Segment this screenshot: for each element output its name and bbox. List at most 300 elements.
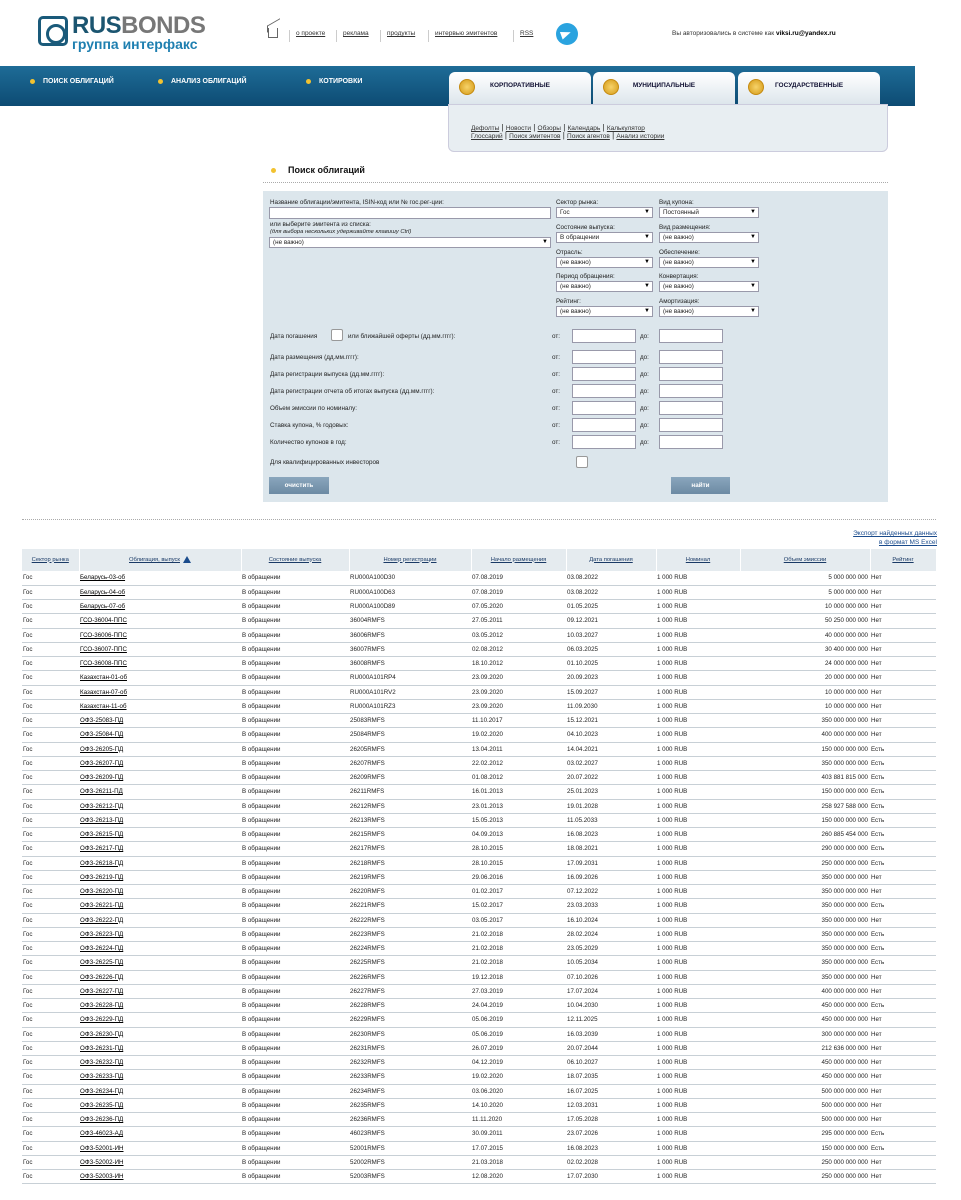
column-header[interactable]: Номер регистрации (349, 549, 471, 571)
top-link-ads[interactable]: реклама (336, 30, 375, 42)
cell-volume: 350 000 000 000 (740, 756, 870, 770)
sector-select[interactable]: Гос ▼ (556, 207, 653, 218)
cell-start: 07.08.2019 (471, 585, 566, 599)
issuer-select[interactable]: (не важно) ▼ (269, 237, 551, 248)
cell-bond-link[interactable]: ОФЗ-26221-ПД (79, 899, 241, 913)
clear-button[interactable]: очистить (269, 477, 329, 494)
cell-rating: Нет (870, 1098, 936, 1112)
range-to-input[interactable] (659, 367, 723, 381)
cell-start: 27.03.2019 (471, 984, 566, 998)
bullet-icon (30, 79, 35, 84)
cell-state: В обращении (241, 885, 349, 899)
table-row (22, 728, 936, 742)
cell-state: В обращении (241, 1084, 349, 1098)
cell-bond-link[interactable]: Казахстан-01-об (79, 671, 241, 685)
cell-volume: 24 000 000 000 (740, 657, 870, 671)
cell-state: В обращении (241, 942, 349, 956)
cell-state: В обращении (241, 1013, 349, 1027)
table-row (22, 984, 936, 998)
divider (263, 182, 888, 183)
cell-volume: 300 000 000 000 (740, 1027, 870, 1041)
maturity-to-input[interactable] (659, 329, 723, 343)
cell-nominal: 1 000 RUB (656, 828, 740, 842)
link-issuer-search[interactable]: Поиск эмитентов (509, 133, 561, 140)
cell-bond-link[interactable]: ОФЗ-25084-ПД (79, 728, 241, 742)
cell-reg-number: 25084RMFS (349, 728, 471, 742)
cell-bond-link[interactable]: ОФЗ-26211-ПД (79, 785, 241, 799)
cell-bond-link[interactable]: ОФЗ-26209-ПД (79, 771, 241, 785)
telegram-icon[interactable] (556, 23, 578, 45)
cell-bond-link[interactable]: ОФЗ-52002-ИН (79, 1155, 241, 1169)
cell-reg-number: 26207RMFS (349, 756, 471, 770)
cell-sector: Гос (22, 785, 79, 799)
nav-bond-analysis[interactable]: АНАЛИЗ ОБЛИГАЦИЙ (158, 78, 247, 85)
cell-volume: 350 000 000 000 (740, 913, 870, 927)
range-to-input[interactable] (659, 384, 723, 398)
sector-label: Сектор рынка: (556, 199, 599, 206)
security-select[interactable]: (не важно) ▼ (659, 257, 759, 268)
cell-maturity: 16.08.2023 (566, 1141, 656, 1155)
cell-maturity: 15.12.2021 (566, 714, 656, 728)
convert-label: Конвертация: (659, 273, 699, 280)
link-reviews[interactable]: Обзоры (537, 125, 561, 132)
cell-start: 23.01.2013 (471, 799, 566, 813)
cell-reg-number: 26230RMFS (349, 1027, 471, 1041)
cell-maturity: 15.09.2027 (566, 685, 656, 699)
link-history-analysis[interactable]: Анализ истории (616, 133, 665, 140)
cell-nominal: 1 000 RUB (656, 984, 740, 998)
table-row (22, 1141, 936, 1155)
cell-nominal: 1 000 RUB (656, 785, 740, 799)
table-row (22, 799, 936, 813)
home-icon[interactable] (268, 28, 278, 38)
cell-maturity: 18.07.2035 (566, 1070, 656, 1084)
cell-volume: 350 000 000 000 (740, 927, 870, 941)
column-header[interactable]: Рейтинг (870, 549, 936, 571)
cell-volume: 500 000 000 000 (740, 1098, 870, 1112)
cell-nominal: 1 000 RUB (656, 1155, 740, 1169)
maturity-from-input[interactable] (572, 329, 636, 343)
qualified-label: Для квалифицированных инвесторов (270, 459, 380, 466)
tab-corporate[interactable]: КОРПОРАТИВНЫЕ (449, 72, 591, 104)
cell-start: 27.05.2011 (471, 614, 566, 628)
cell-volume: 350 000 000 000 (740, 870, 870, 884)
cell-bond-link[interactable]: ОФЗ-26230-ПД (79, 1027, 241, 1041)
cell-start: 05.06.2019 (471, 1013, 566, 1027)
cell-volume: 150 000 000 000 (740, 813, 870, 827)
table-row (22, 1170, 936, 1184)
cell-rating: Есть (870, 856, 936, 870)
range-label: Дата регистрации выпуска (дд.мм.гггг): (270, 371, 385, 378)
cell-bond-link[interactable]: ОФЗ-26227-ПД (79, 984, 241, 998)
cell-maturity: 12.11.2025 (566, 1013, 656, 1027)
cell-bond-link[interactable]: ОФЗ-26213-ПД (79, 813, 241, 827)
placement-select[interactable]: (не важно) ▼ (659, 232, 759, 243)
cell-volume: 40 000 000 000 (740, 628, 870, 642)
cell-maturity: 01.05.2025 (566, 600, 656, 614)
cell-maturity: 25.01.2023 (566, 785, 656, 799)
issuer-label: или выберите эмитента из списка: (270, 221, 371, 228)
cell-volume: 20 000 000 000 (740, 671, 870, 685)
cell-bond-link[interactable]: ОФЗ-26231-ПД (79, 1041, 241, 1055)
cell-bond-link[interactable]: ОФЗ-26234-ПД (79, 1084, 241, 1098)
cell-sector: Гос (22, 842, 79, 856)
cell-sector: Гос (22, 657, 79, 671)
cell-reg-number: 52003RMFS (349, 1170, 471, 1184)
cell-maturity: 16.07.2025 (566, 1084, 656, 1098)
cell-start: 15.02.2017 (471, 899, 566, 913)
cell-sector: Гос (22, 1013, 79, 1027)
cell-bond-link[interactable]: ОФЗ-26219-ПД (79, 870, 241, 884)
cell-start: 11.11.2020 (471, 1113, 566, 1127)
cell-sector: Гос (22, 1141, 79, 1155)
cell-bond-link[interactable]: ОФЗ-26217-ПД (79, 842, 241, 856)
cell-start: 19.12.2018 (471, 970, 566, 984)
cell-reg-number: 26226RMFS (349, 970, 471, 984)
cell-state: В обращении (241, 870, 349, 884)
rating-select[interactable]: (не важно) ▼ (556, 306, 653, 317)
cell-bond-link[interactable]: ГСО-36007-ППС (79, 642, 241, 656)
cell-nominal: 1 000 RUB (656, 756, 740, 770)
cell-rating: Есть (870, 999, 936, 1013)
cell-rating: Нет (870, 1084, 936, 1098)
range-from-input[interactable] (572, 401, 636, 415)
cell-volume: 258 927 588 000 (740, 799, 870, 813)
cell-bond-link[interactable]: ГСО-36004-ППС (79, 614, 241, 628)
period-select[interactable]: (не важно) ▼ (556, 281, 653, 292)
cell-nominal: 1 000 RUB (656, 842, 740, 856)
range-label: Ставка купона, % годовых: (270, 422, 349, 429)
cell-rating: Нет (870, 984, 936, 998)
cell-maturity: 12.03.2031 (566, 1098, 656, 1112)
range-from-input[interactable] (572, 418, 636, 432)
range-from-input[interactable] (572, 384, 636, 398)
cell-sector: Гос (22, 571, 79, 585)
cell-nominal: 1 000 RUB (656, 671, 740, 685)
cell-state: В обращении (241, 685, 349, 699)
cell-rating: Есть (870, 742, 936, 756)
table-row (22, 856, 936, 870)
cell-bond-link[interactable]: ОФЗ-26212-ПД (79, 799, 241, 813)
cell-sector: Гос (22, 885, 79, 899)
column-header[interactable]: Состояние выпуска (241, 549, 349, 571)
cell-maturity: 03.02.2027 (566, 756, 656, 770)
cell-nominal: 1 000 RUB (656, 1113, 740, 1127)
cell-bond-link[interactable]: ОФЗ-26226-ПД (79, 970, 241, 984)
column-header[interactable]: Начало размещения (471, 549, 566, 571)
cell-volume: 450 000 000 000 (740, 1013, 870, 1027)
cell-volume: 5 000 000 000 (740, 585, 870, 599)
cell-bond-link[interactable]: ОФЗ-26218-ПД (79, 856, 241, 870)
table-row (22, 870, 936, 884)
cell-state: В обращении (241, 614, 349, 628)
cell-nominal: 1 000 RUB (656, 728, 740, 742)
rusbonds-logo[interactable] (38, 14, 228, 54)
cell-volume: 250 000 000 000 (740, 1155, 870, 1169)
cell-bond-link[interactable]: Беларусь-07-об (79, 600, 241, 614)
link-news[interactable]: Новости (505, 125, 531, 132)
cell-volume: 500 000 000 000 (740, 1084, 870, 1098)
cell-nominal: 1 000 RUB (656, 799, 740, 813)
range-label: Количество купонов в год: (270, 439, 347, 446)
cell-bond-link[interactable]: ОФЗ-26233-ПД (79, 1070, 241, 1084)
cell-rating: Нет (870, 657, 936, 671)
cell-start: 07.05.2020 (471, 600, 566, 614)
cell-bond-link[interactable]: ГСО-36006-ППС (79, 628, 241, 642)
security-label: Обеспечение: (659, 249, 700, 256)
cell-rating: Нет (870, 585, 936, 599)
cell-bond-link[interactable]: Беларусь-04-об (79, 585, 241, 599)
top-link-interviews[interactable]: интервью эмитентов (428, 30, 503, 42)
cell-sector: Гос (22, 913, 79, 927)
cell-state: В обращении (241, 813, 349, 827)
range-from-input[interactable] (572, 350, 636, 364)
cell-start: 07.08.2019 (471, 571, 566, 585)
cell-maturity: 03.08.2022 (566, 585, 656, 599)
range-to-input[interactable] (659, 418, 723, 432)
find-button[interactable]: найти (671, 477, 730, 494)
from-label: от: (552, 333, 560, 340)
table-row (22, 628, 936, 642)
cell-bond-link[interactable]: ОФЗ-46023-АД (79, 1127, 241, 1141)
range-from-input[interactable] (572, 367, 636, 381)
cell-maturity: 16.10.2024 (566, 913, 656, 927)
cell-reg-number: 26209RMFS (349, 771, 471, 785)
cell-volume: 10 000 000 000 (740, 685, 870, 699)
range-to-input[interactable] (659, 435, 723, 449)
cell-state: В обращении (241, 571, 349, 585)
top-link-rss[interactable]: RSS (513, 30, 539, 42)
cell-start: 23.09.2020 (471, 685, 566, 699)
cell-reg-number: 26213RMFS (349, 813, 471, 827)
range-to-input[interactable] (659, 350, 723, 364)
cell-nominal: 1 000 RUB (656, 714, 740, 728)
table-body (22, 571, 936, 1184)
search-form (263, 191, 888, 502)
to-label: до: (640, 333, 649, 340)
cell-bond-link[interactable]: ОФЗ-26222-ПД (79, 913, 241, 927)
cell-maturity: 14.04.2021 (566, 742, 656, 756)
amort-select[interactable]: (не важно) ▼ (659, 306, 759, 317)
cell-rating: Нет (870, 671, 936, 685)
range-label: Объем эмиссии по номиналу: (270, 405, 357, 412)
table-row (22, 942, 936, 956)
cell-bond-link[interactable]: ОФЗ-26236-ПД (79, 1113, 241, 1127)
cell-bond-link[interactable]: ОФЗ-26207-ПД (79, 756, 241, 770)
logo-mark-icon (38, 16, 68, 46)
range-from-input[interactable] (572, 435, 636, 449)
range-label: Дата регистрации отчета об итогах выпуска (дд.мм.гггг): (270, 388, 435, 395)
cell-reg-number: 52002RMFS (349, 1155, 471, 1169)
table-row (22, 970, 936, 984)
cell-bond-link[interactable]: ОФЗ-26235-ПД (79, 1098, 241, 1112)
cell-sector: Гос (22, 714, 79, 728)
state-select[interactable]: В обращении ▼ (556, 232, 653, 243)
cell-volume: 350 000 000 000 (740, 942, 870, 956)
to-label: до: (640, 422, 649, 429)
export-excel-link[interactable]: Экспорт найденных данных в формат MS Excel (853, 530, 937, 546)
cell-nominal: 1 000 RUB (656, 927, 740, 941)
cell-nominal: 1 000 RUB (656, 1070, 740, 1084)
cell-sector: Гос (22, 970, 79, 984)
cell-bond-link[interactable]: ОФЗ-26224-ПД (79, 942, 241, 956)
bullet-icon (306, 79, 311, 84)
maturity-label: Дата погашения (270, 333, 318, 340)
cell-bond-link[interactable]: ГСО-36008-ППС (79, 657, 241, 671)
cell-sector: Гос (22, 728, 79, 742)
range-to-input[interactable] (659, 401, 723, 415)
cell-bond-link[interactable]: ОФЗ-26232-ПД (79, 1056, 241, 1070)
cell-sector: Гос (22, 756, 79, 770)
cell-sector: Гос (22, 1127, 79, 1141)
cell-nominal: 1 000 RUB (656, 771, 740, 785)
cell-start: 03.06.2020 (471, 1084, 566, 1098)
cell-maturity: 07.12.2022 (566, 885, 656, 899)
cell-volume: 212 636 000 000 (740, 1041, 870, 1055)
cell-bond-link[interactable]: ОФЗ-26228-ПД (79, 999, 241, 1013)
convert-select[interactable]: (не важно) ▼ (659, 281, 759, 292)
cell-rating: Нет (870, 1113, 936, 1127)
cell-reg-number: 36007RMFS (349, 642, 471, 656)
cell-start: 28.10.2015 (471, 856, 566, 870)
industry-label: Отрасль: (556, 249, 583, 256)
link-agent-search[interactable]: Поиск агентов (567, 133, 610, 140)
cell-bond-link[interactable]: ОФЗ-26223-ПД (79, 927, 241, 941)
sort-asc-icon[interactable] (183, 556, 191, 563)
cell-state: В обращении (241, 913, 349, 927)
cell-bond-link[interactable]: ОФЗ-25083-ПД (79, 714, 241, 728)
column-header[interactable]: Номинал (656, 549, 740, 571)
cell-volume: 350 000 000 000 (740, 714, 870, 728)
cell-reg-number: 26215RMFS (349, 828, 471, 842)
cell-volume: 350 000 000 000 (740, 970, 870, 984)
nav-bond-search[interactable]: ПОИСК ОБЛИГАЦИЙ (30, 78, 114, 85)
cell-state: В обращении (241, 1070, 349, 1084)
column-header[interactable]: Облигация, выпуск (79, 549, 241, 571)
cell-maturity: 03.08.2022 (566, 571, 656, 585)
from-label: от: (552, 371, 560, 378)
issuer-hint: (для выбора нескольких удерживайте клавишу Ctrl) (270, 229, 412, 235)
cell-reg-number: 26205RMFS (349, 742, 471, 756)
cell-bond-link[interactable]: Казахстан-11-об (79, 699, 241, 713)
qualified-checkbox[interactable] (576, 456, 588, 468)
cell-start: 16.01.2013 (471, 785, 566, 799)
cell-bond-link[interactable]: ОФЗ-26215-ПД (79, 828, 241, 842)
cell-bond-link[interactable]: ОФЗ-26225-ПД (79, 956, 241, 970)
cell-rating: Есть (870, 828, 936, 842)
cell-reg-number: RU000A100D30 (349, 571, 471, 585)
table-row (22, 956, 936, 970)
cell-maturity: 10.03.2027 (566, 628, 656, 642)
cell-sector: Гос (22, 899, 79, 913)
cell-start: 21.02.2018 (471, 942, 566, 956)
cell-state: В обращении (241, 927, 349, 941)
table-row (22, 742, 936, 756)
cell-bond-link[interactable]: Казахстан-07-об (79, 685, 241, 699)
top-link-products[interactable]: продукты (380, 30, 421, 42)
from-label: от: (552, 405, 560, 412)
cell-nominal: 1 000 RUB (656, 970, 740, 984)
cell-state: В обращении (241, 842, 349, 856)
table-row (22, 913, 936, 927)
industry-select[interactable]: (не важно) ▼ (556, 257, 653, 268)
cell-bond-link[interactable]: ОФЗ-26205-ПД (79, 742, 241, 756)
cell-reg-number: 26231RMFS (349, 1041, 471, 1055)
cell-rating: Нет (870, 714, 936, 728)
cell-start: 03.05.2012 (471, 628, 566, 642)
cell-state: В обращении (241, 657, 349, 671)
table-row (22, 1113, 936, 1127)
cell-nominal: 1 000 RUB (656, 899, 740, 913)
link-calendar[interactable]: Календарь (567, 125, 601, 132)
state-label: Состояние выпуска: (556, 224, 615, 231)
cell-nominal: 1 000 RUB (656, 1013, 740, 1027)
cell-sector: Гос (22, 1098, 79, 1112)
cell-start: 24.04.2019 (471, 999, 566, 1013)
nav-quotes[interactable]: КОТИРОВКИ (306, 78, 362, 85)
bond-name-input[interactable] (269, 207, 551, 219)
period-label: Период обращения: (556, 273, 615, 280)
column-header[interactable]: Сектор рынка (22, 549, 79, 571)
cell-volume: 350 000 000 000 (740, 885, 870, 899)
column-header[interactable]: Дата погашения (566, 549, 656, 571)
link-defaults[interactable]: Дефолты (471, 125, 500, 132)
cell-bond-link[interactable]: Беларусь-03-об (79, 571, 241, 585)
cell-nominal: 1 000 RUB (656, 628, 740, 642)
cell-bond-link[interactable]: ОФЗ-26220-ПД (79, 885, 241, 899)
from-label: от: (552, 354, 560, 361)
cell-reg-number: 26212RMFS (349, 799, 471, 813)
tab-municipal[interactable]: МУНИЦИПАЛЬНЫЕ (593, 72, 735, 104)
cell-volume: 250 000 000 000 (740, 856, 870, 870)
cell-state: В обращении (241, 1141, 349, 1155)
cell-nominal: 1 000 RUB (656, 742, 740, 756)
cell-state: В обращении (241, 714, 349, 728)
link-calculator[interactable]: Калькулятор (606, 125, 645, 132)
offer-checkbox[interactable] (331, 329, 343, 341)
cell-state: В обращении (241, 984, 349, 998)
cell-reg-number: 26234RMFS (349, 1084, 471, 1098)
cell-bond-link[interactable]: ОФЗ-52003-ИН (79, 1170, 241, 1184)
cell-volume: 403 881 815 000 (740, 771, 870, 785)
bullet-icon (158, 79, 163, 84)
auth-user[interactable]: viksi.ru@yandex.ru (775, 30, 836, 37)
column-header[interactable]: Объем эмиссии (740, 549, 870, 571)
table-row (22, 771, 936, 785)
top-link-about[interactable]: о проекте (289, 30, 331, 42)
cell-sector: Гос (22, 856, 79, 870)
table-row (22, 671, 936, 685)
cell-volume: 150 000 000 000 (740, 1141, 870, 1155)
cell-volume: 50 250 000 000 (740, 614, 870, 628)
table-row (22, 1027, 936, 1041)
cell-rating: Есть (870, 842, 936, 856)
cell-volume: 350 000 000 000 (740, 956, 870, 970)
tab-government[interactable]: ГОСУДАРСТВЕННЫЕ (738, 72, 880, 104)
cell-nominal: 1 000 RUB (656, 1170, 740, 1184)
cell-state: В обращении (241, 771, 349, 785)
link-glossary[interactable]: Глоссарий (471, 133, 503, 140)
cell-state: В обращении (241, 671, 349, 685)
cell-rating: Нет (870, 870, 936, 884)
cell-nominal: 1 000 RUB (656, 1098, 740, 1112)
cell-state: В обращении (241, 585, 349, 599)
cell-reg-number: RU000A101RV2 (349, 685, 471, 699)
cell-bond-link[interactable]: ОФЗ-26229-ПД (79, 1013, 241, 1027)
page-title: Поиск облигаций (271, 165, 365, 175)
cell-bond-link[interactable]: ОФЗ-52001-ИН (79, 1141, 241, 1155)
coupon-select[interactable]: Постоянный ▼ (659, 207, 759, 218)
